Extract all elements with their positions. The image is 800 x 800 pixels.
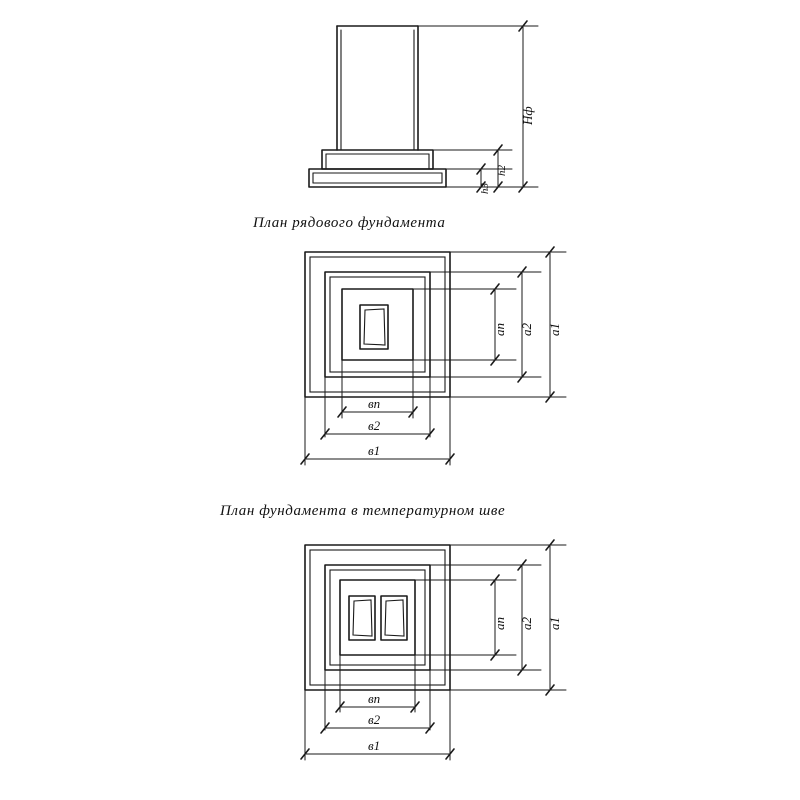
dim-label-hf: Нф [520, 106, 535, 125]
plan1-dim-label-a1: а1 [547, 323, 562, 336]
plan-joint-view [301, 540, 566, 760]
plan2-dim-label-a1: а1 [547, 617, 562, 630]
footing-step-upper [322, 150, 433, 169]
plan2-outer-rect [305, 545, 450, 690]
caption-plan-ordinary: План рядового фундамента [253, 215, 446, 231]
plan1-middle-rect [325, 272, 430, 377]
plan1-dim-label-b1: в1 [368, 443, 381, 458]
plan2-dim-label-b2: в2 [368, 712, 381, 727]
footing-step-lower [309, 169, 446, 187]
dim-label-h3: h3 [479, 183, 491, 194]
plan1-dim-label-bn: вп [368, 396, 381, 411]
plan1-middle-rect-inner [330, 277, 425, 372]
plan2-middle-rect-inner [330, 570, 425, 665]
plan2-dim-label-an: ап [492, 617, 507, 630]
plan2-socket-right-inner [385, 600, 404, 636]
plan1-dim-label-a2: а2 [519, 323, 534, 336]
caption-plan-joint: План фундамента в температурном шве [220, 503, 506, 519]
plan1-outer-rect [305, 252, 450, 397]
plan1-dim-label-an: ап [492, 323, 507, 336]
plan-ordinary-view [301, 247, 566, 465]
plan1-dim-label-b2: в2 [368, 418, 381, 433]
plan2-dim-label-a2: а2 [519, 617, 534, 630]
plan2-dim-label-bn: вп [368, 691, 381, 706]
plan2-socket-left-inner [353, 600, 372, 636]
plan1-socket-inner [364, 309, 385, 345]
dim-label-h2: h2 [496, 165, 508, 176]
plan2-dim-label-b1: в1 [368, 738, 381, 753]
